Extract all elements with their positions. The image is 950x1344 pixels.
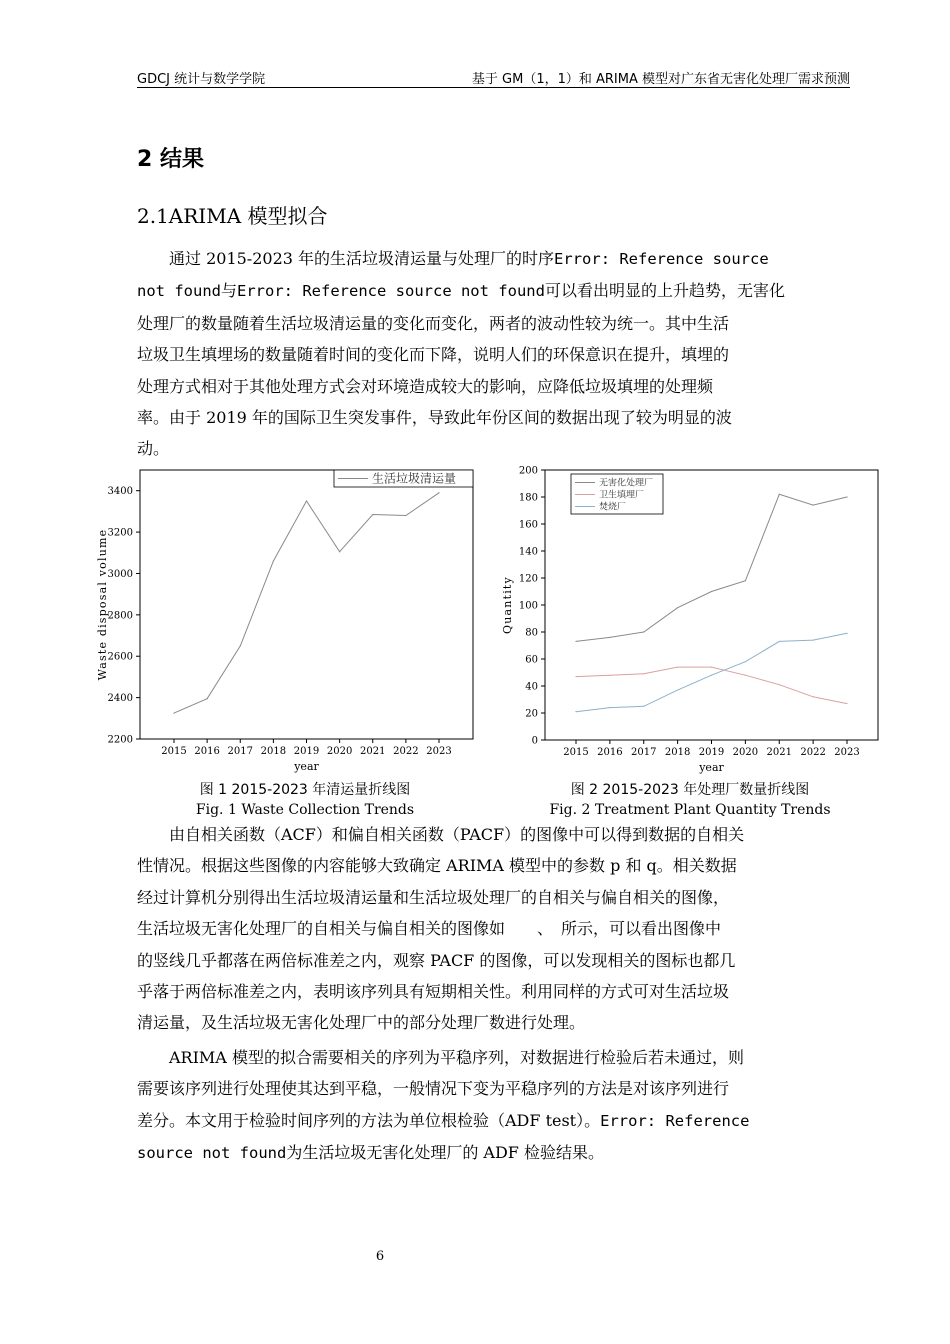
data-point <box>372 514 373 515</box>
x-tick-label: 2018 <box>664 747 691 758</box>
para1-line2-rest: 可以看出明显的上升趋势，无害化 <box>544 281 785 301</box>
para3-line2: 需要该序列进行处理使其达到平稳，一般情况下变为平稳序列的方法是对该序列进行 <box>137 1079 730 1099</box>
x-tick-label: 2021 <box>360 746 386 757</box>
legend-label: 无害化处理厂 <box>599 478 654 489</box>
y-tick-label: 3000 <box>107 568 133 580</box>
data-point <box>643 673 644 674</box>
x-tick-label: 2016 <box>597 747 623 758</box>
page-number: 6 <box>375 1249 385 1264</box>
para2-line4: 生活垃圾无害化处理厂的自相关与偏自相关的图像如 、 所示，可以看出图像中 <box>137 919 722 939</box>
data-point <box>711 675 712 676</box>
x-tick-label: 2015 <box>563 747 589 758</box>
para1-line3: 处理厂的数量随着生活垃圾清运量的变化而变化，两者的波动性较为统一。其中生活 <box>137 313 730 333</box>
y-axis-label: Quantity <box>501 576 514 634</box>
x-tick-label: 2021 <box>766 747 792 758</box>
para1-line7: 动。 <box>137 439 170 459</box>
x-tick-label: 2020 <box>732 747 759 758</box>
data-point <box>711 667 712 668</box>
para1-reference-error-2: Error: Reference source not found <box>237 282 545 301</box>
series-line-1 <box>174 493 439 713</box>
para1-reference-error-1-cont: not found <box>137 282 221 301</box>
x-tick-label: 2015 <box>161 746 187 757</box>
data-point <box>173 713 174 714</box>
para2-line3: 经过计算机分别得出生活垃圾清运量和生活垃圾处理厂的自相关与偏自相关的图像， <box>137 887 730 907</box>
x-tick-label: 2022 <box>800 747 826 758</box>
data-point <box>273 560 274 561</box>
data-point <box>677 689 678 690</box>
data-point <box>405 515 406 516</box>
para1-line2-and: 与 <box>221 281 238 301</box>
header-left: GDCJ 统计与数学学院 <box>137 72 266 87</box>
data-point <box>339 551 340 552</box>
y-tick-label: 40 <box>525 681 538 693</box>
para2-line2: 性情况。根据这些图像的内容能够大致确定 ARIMA 模型中的参数 p 和 q。相关数据 <box>137 856 737 876</box>
data-point <box>846 496 847 497</box>
fig1-caption-cn: 图 1 2015-2023 年清运量折线图 <box>199 782 411 798</box>
chart-waste-collection <box>90 460 490 780</box>
para1-line6: 率。由于 2019 年的国际卫生突发事件，导致此年份区间的数据出现了较为明显的波 <box>137 408 732 428</box>
data-point <box>306 500 307 501</box>
x-tick-label: 2019 <box>293 746 320 757</box>
data-point <box>846 703 847 704</box>
data-point <box>609 637 610 638</box>
x-tick-label: 2019 <box>698 747 725 758</box>
y-tick-label: 200 <box>518 465 538 477</box>
x-axis-label: year <box>294 760 319 773</box>
fig1-caption <box>140 779 470 818</box>
y-tick-label: 100 <box>518 600 538 612</box>
x-tick-label: 2017 <box>227 746 253 757</box>
para1-line5: 处理方式相对于其他处理方式会对环境造成较大的影响，应降低垃圾填埋的处理频 <box>137 376 714 396</box>
paragraph-3 <box>137 1042 850 1170</box>
y-axis-label: Waste disposal volume <box>96 528 109 681</box>
fig2-caption <box>520 779 860 818</box>
para3-reference-error: Error: Reference <box>600 1111 750 1130</box>
y-tick-label: 0 <box>531 735 538 747</box>
x-tick-label: 2023 <box>426 746 452 757</box>
paragraph-1 <box>137 243 850 465</box>
data-point <box>609 707 610 708</box>
y-tick-label: 2200 <box>107 734 133 746</box>
y-tick-label: 3400 <box>107 486 133 498</box>
para2-line1: 由自相关函数（ACF）和偏自相关函数（PACF）的图像中可以得到数据的自相关 <box>169 825 745 844</box>
para3-line4b: 为生活垃圾无害化处理厂的 ADF 检验结果。 <box>286 1143 604 1163</box>
legend-label: 焚烧厂 <box>599 502 627 513</box>
legend-label: 卫生填埋厂 <box>599 490 645 501</box>
y-tick-label: 180 <box>518 492 538 504</box>
data-point <box>609 675 610 676</box>
para3-line1: ARIMA 模型的拟合需要相关的序列为平稳序列，对数据进行检验后若未通过，则 <box>169 1048 744 1067</box>
x-axis-label: year <box>699 761 724 774</box>
data-point <box>240 645 241 646</box>
para3-line3a: 差分。本文用于检验时间序列的方法为单位根检验（ADF test）。 <box>137 1110 601 1130</box>
y-tick-label: 2600 <box>107 651 133 663</box>
y-tick-label: 120 <box>518 573 538 585</box>
data-point <box>779 494 780 495</box>
data-point <box>575 676 576 677</box>
para1-reference-error-1: Error: Reference source <box>554 250 769 268</box>
data-point <box>779 641 780 642</box>
y-tick-label: 2400 <box>107 693 133 705</box>
x-tick-label: 2016 <box>194 746 220 757</box>
para3-reference-error-cont: source not found <box>137 1144 287 1163</box>
fig2-caption-cn: 图 2 2015-2023 年处理厂数量折线图 <box>570 782 810 798</box>
x-tick-label: 2022 <box>393 746 419 757</box>
data-point <box>813 640 814 641</box>
subsection-title: 2.1ARIMA 模型拟合 <box>137 204 328 228</box>
para1-line4: 垃圾卫生填埋场的数量随着时间的变化而下降，说明人们的环保意识在提升，填埋的 <box>137 345 730 365</box>
data-point <box>575 641 576 642</box>
header-right: 基于 GM（1，1）和 ARIMA 模型对广东省无害化处理厂需求预测 <box>471 72 850 87</box>
y-tick-label: 160 <box>518 519 538 531</box>
data-point <box>813 505 814 506</box>
data-point <box>677 667 678 668</box>
legend-label: 生活垃圾清运量 <box>372 471 457 486</box>
fig1-caption-en: Fig. 1 Waste Collection Trends <box>195 802 415 818</box>
x-tick-label: 2023 <box>834 747 860 758</box>
y-tick-label: 2800 <box>107 610 133 622</box>
para2-line5: 的竖线几乎都落在两倍标准差之内，观察 PACF 的图像，可以发现相关的图标也都几 <box>137 950 736 970</box>
y-tick-label: 3200 <box>107 527 133 539</box>
y-tick-label: 20 <box>525 708 538 720</box>
data-point <box>745 661 746 662</box>
section-title: 2 结果 <box>137 147 204 172</box>
x-tick-label: 2017 <box>631 747 657 758</box>
data-point <box>643 631 644 632</box>
data-point <box>711 591 712 592</box>
data-point <box>643 706 644 707</box>
data-point <box>677 607 678 608</box>
data-point <box>813 696 814 697</box>
series-line-3 <box>576 633 847 711</box>
fig2-caption-en: Fig. 2 Treatment Plant Quantity Trends <box>549 802 831 818</box>
series-line-2 <box>576 667 847 704</box>
chart-plant-quantity <box>495 460 895 780</box>
para2-line7: 清运量，及生活垃圾无害化处理厂中的部分处理厂数进行处理。 <box>137 1013 586 1033</box>
data-point <box>438 492 439 493</box>
y-tick-label: 60 <box>525 654 538 666</box>
data-point <box>575 711 576 712</box>
paragraph-2 <box>137 819 850 1039</box>
data-point <box>846 633 847 634</box>
para1-line1a: 通过 2015-2023 年的生活垃圾清运量与处理厂的时序 <box>169 249 555 268</box>
data-point <box>745 580 746 581</box>
x-tick-label: 2020 <box>326 746 353 757</box>
data-point <box>745 675 746 676</box>
para2-line6: 乎落于两倍标准差之内，表明该序列具有短期相关性。利用同样的方式可对生活垃圾 <box>137 982 730 1002</box>
y-tick-label: 80 <box>525 627 538 639</box>
series-line-1 <box>576 494 847 641</box>
y-tick-label: 140 <box>518 546 538 558</box>
data-point <box>207 698 208 699</box>
plot-frame <box>140 470 473 739</box>
data-point <box>779 684 780 685</box>
x-tick-label: 2018 <box>260 746 287 757</box>
page-header <box>137 67 850 88</box>
